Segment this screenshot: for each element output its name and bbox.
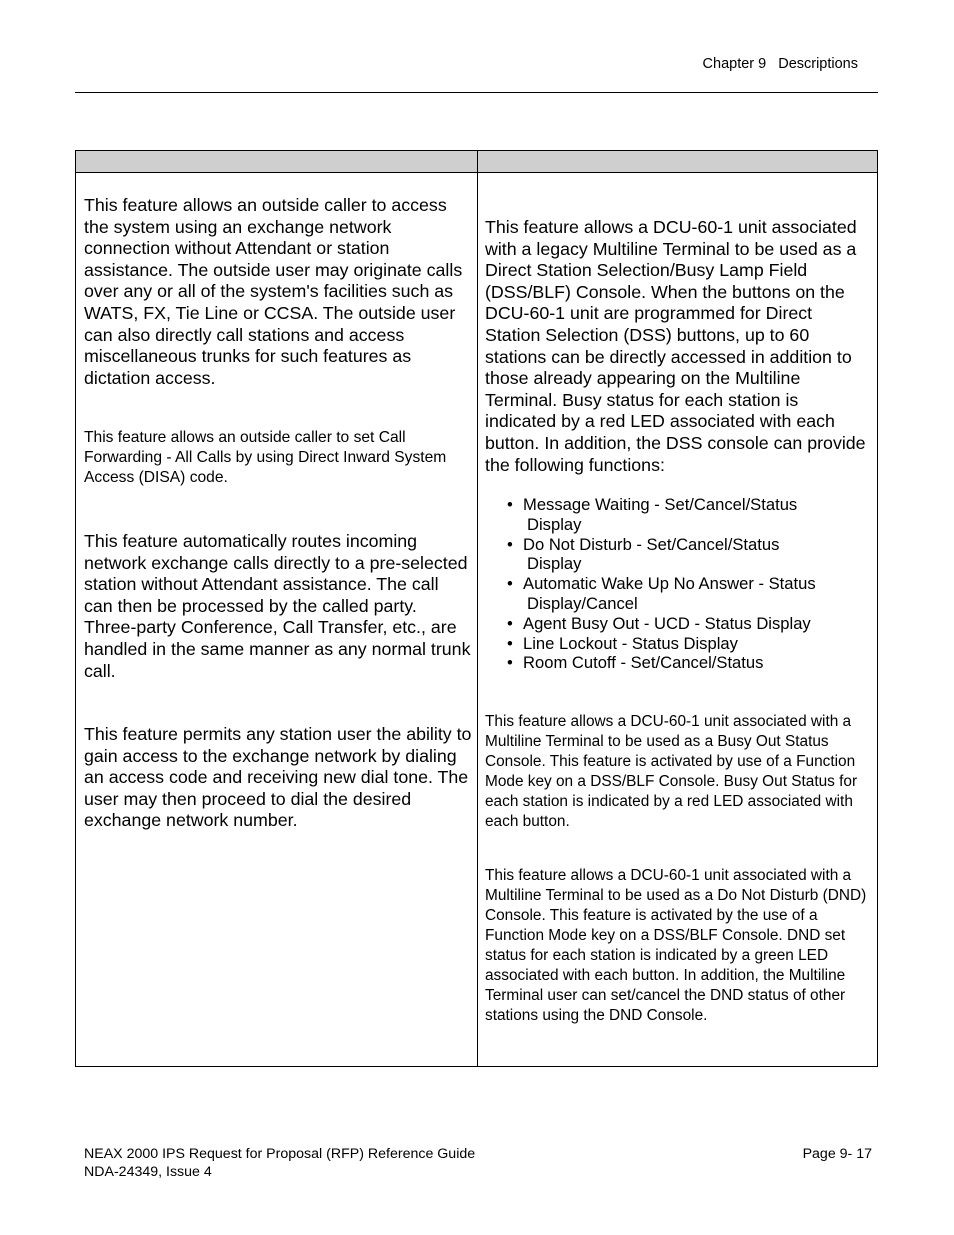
busy-out-console-desc: This feature allows a DCU-60-1 unit associated with a Multiline Terminal to be used as a Busy Out Status Console. This feature is activated by use of a Function Mode key on a DSS/BLF Console. Busy Out Status for each station is indicated by a red LED associated with each button.: [485, 713, 858, 830]
left-desc-4: This feature permits any station user the ability to gain access to the exchange network by dialing an access code and receiving new dial tone. The user may then proceed to dial the desired exchange network number.: [84, 724, 472, 831]
header-rule: [75, 92, 878, 93]
section-label: Descriptions: [778, 56, 858, 72]
left-desc-2: This feature allows an outside caller to set Call Forwarding - All Calls by using Direct Inward System Access (DISA) code.: [84, 429, 447, 486]
list-item: • Line Lockout - Status Display: [507, 634, 877, 654]
dnd-console-desc: This feature allows a DCU-60-1 unit associated with a Multiline Terminal to be used as a Do Not Disturb (DND) Console. This feature is activated by the use of a Function Mode key on a DSS/BLF Console. DND set status for each station is indicated by a green LED associated with each button. In addition, the Multiline Terminal user can set/cancel the DND status of other stations using the DND Console.: [485, 867, 867, 1024]
feature-table: [75, 150, 878, 1067]
list-item: • Agent Busy Out - UCD - Status Display: [507, 614, 877, 634]
left-desc-3: This feature automatically routes incoming network exchange calls directly to a pre-selected station without Attendant assistance. The call can then be processed by the called party. Three-party Conference, Call Transfer, etc., are handled in the same manner as any normal trunk call.: [84, 531, 471, 681]
list-item: • Room Cutoff - Set/Cancel/Status: [507, 653, 877, 673]
chapter-label: Chapter 9: [702, 56, 767, 72]
column-divider: [477, 151, 478, 1066]
list-item: • Message Waiting - Set/Cancel/Status Display: [507, 495, 877, 535]
page-number: Page 9- 17: [802, 1146, 872, 1162]
list-item: • Automatic Wake Up No Answer - Status Display/Cancel: [507, 574, 877, 614]
left-desc-1: This feature allows an outside caller to access the system using an exchange network connection without Attendant or station assistance. The outside user may originate calls over any or all of the system's facilities such as WATS, FX, Tie Line or CCSA. The outside user can also directly call stations and access miscellaneous trunks for such features as dictation access.: [84, 195, 463, 388]
page-header: [703, 56, 858, 72]
dss-console-desc: This feature allows a DCU-60-1 unit associated with a legacy Multiline Terminal to be used as a Direct Station Selection/Busy Lamp Field (DSS/BLF) Console. When the buttons on the DCU-60-1 unit are programmed for Direct Station Selection (DSS) buttons, up to 60 stations can be directly accessed in addition to those already appearing on the Multiline Terminal. Busy status for each station is indicated by a red LED associated with each button. In addition, the DSS console can provide the following functions:: [485, 217, 866, 475]
list-item: • Do Not Disturb - Set/Cancel/Status Display: [507, 535, 877, 575]
dss-function-list: [507, 495, 877, 673]
footer-doc-id: NDA-24349, Issue 4: [84, 1164, 212, 1180]
footer-title: NEAX 2000 IPS Request for Proposal (RFP) Reference Guide: [84, 1146, 476, 1162]
